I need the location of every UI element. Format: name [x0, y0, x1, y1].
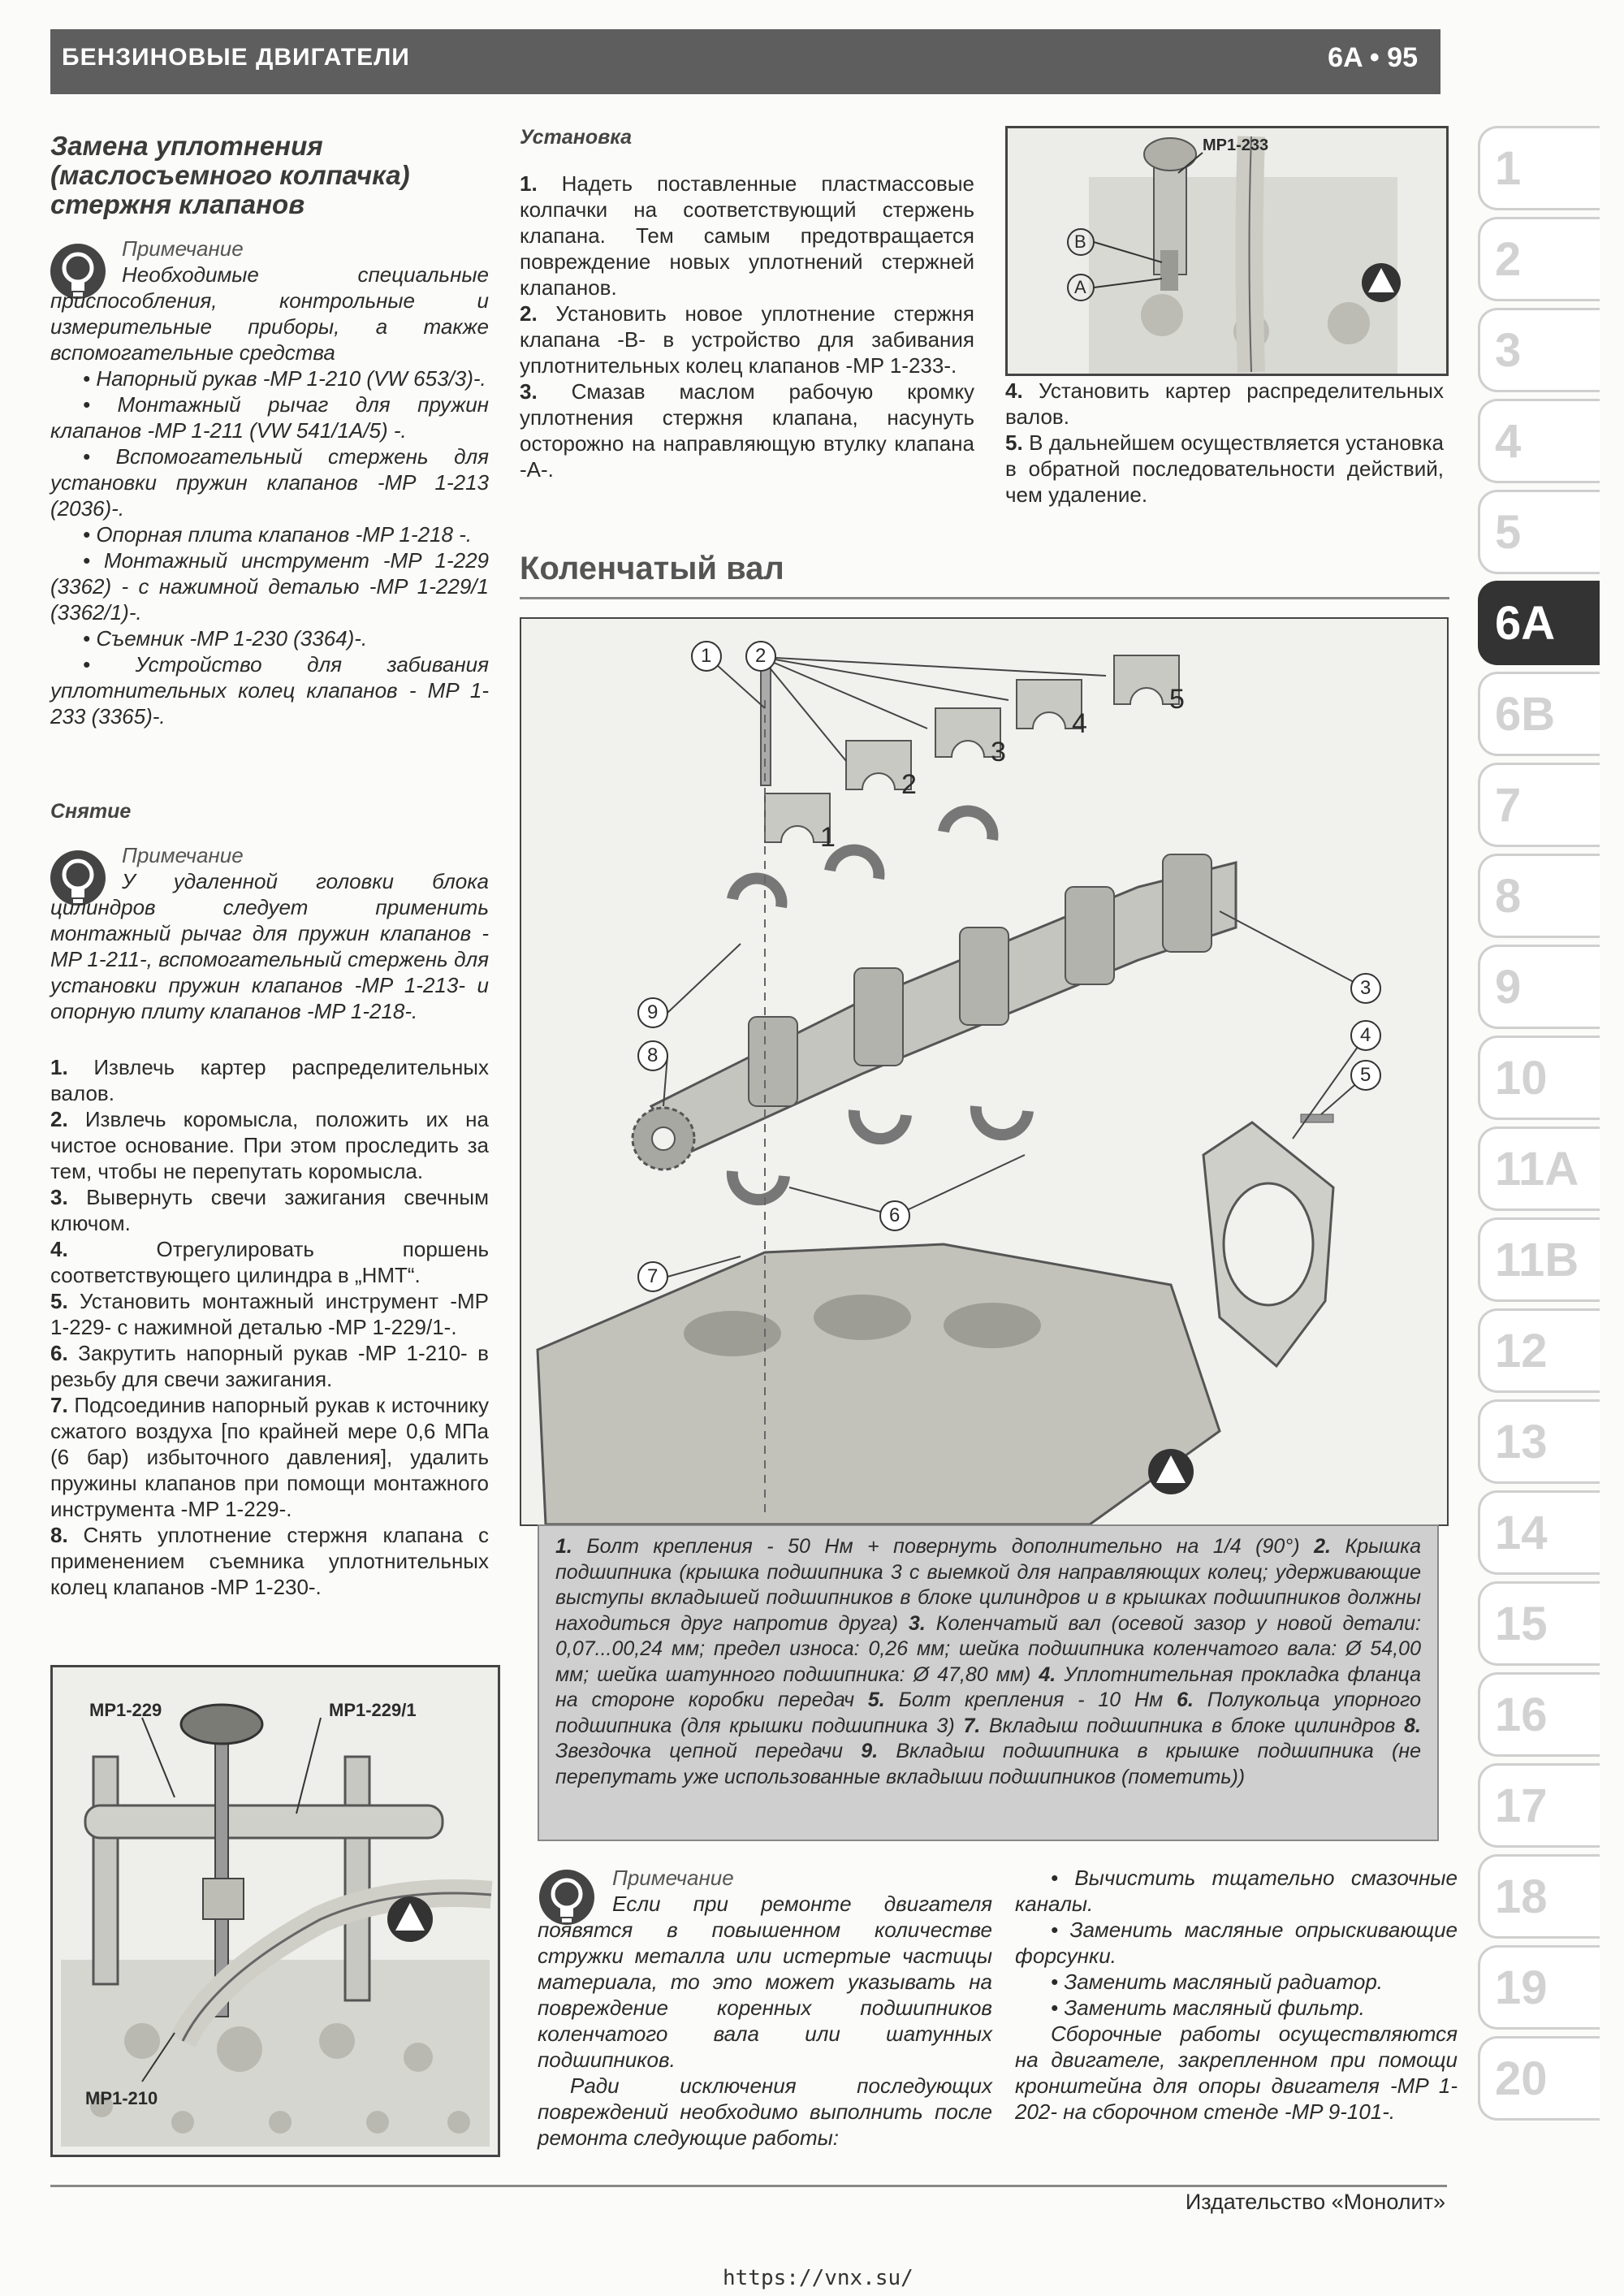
step-item: 5. Установить монтажный инструмент -MP 1-229- с нажимной деталью -MP 1-229/1-. — [50, 1289, 489, 1339]
tool-item: • Вспомогательный стержень для установки пружин клапанов -MP 1-213 (2036)-. — [50, 444, 489, 521]
page-header — [50, 29, 1440, 94]
step-item: 6. Закрутить напорный рукав -MP 1-210- в резьбу для свечи зажигания. — [50, 1341, 489, 1391]
tab-16[interactable]: 16 — [1478, 1672, 1600, 1757]
callout-9: 9 — [647, 1001, 659, 1023]
step-item: 2. Извлечь коромысла, положить их на чистое основание. При этом проследить за тем, чтобы не перепутать коромысла. — [50, 1107, 489, 1183]
removal-steps — [50, 1054, 489, 1600]
tab-6b[interactable]: 6B — [1478, 672, 1600, 756]
cap-number-1: 1 — [820, 822, 836, 853]
callout-5: 5 — [1360, 1064, 1371, 1086]
callout-7: 7 — [647, 1265, 659, 1287]
bottom-note-title: Примечание — [612, 1866, 734, 1890]
note2-title: Примечание — [122, 843, 244, 867]
tool-figure — [50, 1665, 500, 2157]
tab-1[interactable]: 1 — [1478, 126, 1600, 210]
seal-illustration — [1008, 128, 1446, 374]
step-item: 3. Смазав маслом рабочую кромку уплотнения стержня клапана, насунуть осторожно на направляющую втулку клапана -А-. — [520, 379, 974, 482]
tab-18[interactable]: 18 — [1478, 1854, 1600, 1939]
list-item: • Заменить масляный фильтр. — [1051, 1995, 1365, 2020]
step-item: 4. Отрегулировать поршень соответствующего цилиндра в „НМТ“. — [50, 1237, 489, 1287]
install-heading: Установка — [520, 126, 633, 149]
step-item: 1. Извлечь картер распределительных валов. — [50, 1055, 489, 1105]
list-item: • Заменить масляный радиатор. — [1051, 1970, 1384, 1994]
tab-17[interactable]: 17 — [1478, 1763, 1600, 1848]
tab-19[interactable]: 19 — [1478, 1945, 1600, 2030]
section-title: БЕНЗИНОВЫЕ ДВИГАТЕЛИ — [62, 44, 410, 71]
note2-text: У удаленной головки блока цилиндров следует применить монтажный рычаг для пружин клапанов -MP 1-211-, вспомогательный стержень для установки пружин клапанов -MP 1-213- и опорную плиту клапанов -MP 1-218-. — [50, 869, 489, 1023]
footer-rule — [50, 2185, 1447, 2187]
tab-15[interactable]: 15 — [1478, 1581, 1600, 1666]
list-item: • Вычистить тщательно смазочные каналы. — [1015, 1866, 1458, 1916]
tool-item: • Опорная плита клапанов -MP 1-218 -. — [83, 522, 473, 547]
step-item: 3. Вывернуть свечи зажигания свечным ключом. — [50, 1185, 489, 1235]
step-item: 1. Надеть поставленные пластмассовые колпачки на соответствующий стержень клапана. Тем самым предотвращается повреждение новых уплотнений стержней клапанов. — [520, 171, 974, 300]
assembly-text: Сборочные работы осуществляются на двигателе, закрепленном при помощи кронштейна для опоры двигателя -MP 1-202- на сборочном стенде -MP 9-101-. — [1015, 2021, 1458, 2124]
label-mp1-233: MP1-233 — [1203, 136, 1269, 154]
tab-11a[interactable]: 11A — [1478, 1126, 1600, 1211]
crankshaft-figure — [520, 617, 1449, 1526]
step-item: 5. В дальнейшем осуществляется установка в обратной последовательности действий, чем удаление. — [1005, 430, 1444, 507]
cap-number-5: 5 — [1169, 684, 1185, 715]
bottom-note-text2: Ради исключения последующих повреждений необходимо выполнить после ремонта следующие работы: — [538, 2073, 992, 2150]
callout-2: 2 — [755, 645, 767, 667]
callout-3: 3 — [1360, 977, 1371, 999]
callout-8: 8 — [647, 1044, 659, 1066]
list-item: • Заменить масляные опрыскивающие форсунки. — [1015, 1918, 1458, 1968]
note1 — [50, 236, 489, 729]
label-mp1-229-1: MP1-229/1 — [329, 1700, 417, 1720]
tool-item: • Съемник -MP 1-230 (3364)-. — [83, 626, 368, 651]
tab-2[interactable]: 2 — [1478, 217, 1600, 301]
tab-20[interactable]: 20 — [1478, 2036, 1600, 2121]
cap-number-2: 2 — [901, 769, 917, 800]
tab-8[interactable]: 8 — [1478, 854, 1600, 938]
install-steps — [520, 171, 974, 482]
tools-list — [50, 365, 489, 729]
callout-1: 1 — [701, 645, 712, 667]
publisher: Издательство «Монолит» — [1185, 2190, 1445, 2214]
callout-6: 6 — [889, 1204, 901, 1226]
tool-item: • Монтажный инструмент -MP 1-229 (3362) - с нажимной деталью -MP 1-229/1 (3362/1)-. — [50, 548, 489, 625]
note2 — [50, 842, 489, 1024]
crankshaft-exploded-view — [521, 619, 1447, 1524]
left-title: Замена уплотнения (маслосъемного колпачка) стержня клапанов — [50, 131, 410, 219]
label-mp1-210: MP1-210 — [85, 2088, 158, 2108]
tab-3[interactable]: 3 — [1478, 308, 1600, 392]
tool-illustration — [53, 1667, 498, 2155]
cap-number-4: 4 — [1072, 708, 1087, 739]
tab-14[interactable]: 14 — [1478, 1490, 1600, 1575]
tool-item: • Напорный рукав -MP 1-210 (VW 653/3)-. — [83, 366, 486, 391]
note1-text: Необходимые специальные приспособления, контрольные и измерительные приборы, а также вспомогательные средства — [50, 262, 489, 365]
label-mp1-229: MP1-229 — [89, 1700, 162, 1720]
tool-item: • Устройство для забивания уплотнительных колец клапанов - MP 1-233 (3365)-. — [50, 652, 489, 729]
bottom-right-list — [1015, 1865, 1458, 2125]
tab-4[interactable]: 4 — [1478, 399, 1600, 483]
tab-9[interactable]: 9 — [1478, 945, 1600, 1029]
note1-title: Примечание — [122, 236, 244, 261]
tab-11b[interactable]: 11B — [1478, 1217, 1600, 1302]
step-item: 7. Подсоединив напорный рукав к источнику сжатого воздуха [по крайней мере 0,6 МПа (6 бар) избыточного давления], удалить пружины клапанов при помощи монтажного инструмента -MP 1-229-. — [50, 1393, 489, 1521]
bottom-note — [538, 1865, 992, 2151]
step-item: 2. Установить новое уплотнение стержня клапана -В- в устройство для забивания уплотнительных колец клапанов -MP 1-233-. — [520, 301, 974, 378]
tab-13[interactable]: 13 — [1478, 1399, 1600, 1484]
page-number: 6A • 95 — [1328, 42, 1418, 73]
label-a: A — [1074, 277, 1086, 297]
heading-rule — [520, 597, 1449, 599]
seal-figure — [1005, 126, 1449, 376]
label-b: B — [1074, 231, 1086, 252]
crankshaft-heading: Коленчатый вал — [520, 551, 784, 586]
install-steps-cont — [1005, 378, 1444, 508]
source-url[interactable]: https://vnx.su/ — [723, 2266, 914, 2290]
callout-4: 4 — [1360, 1024, 1371, 1046]
figure-caption: 1. Болт крепления - 50 Нм + повернуть дополнительно на 1/4 (90°) 2. Крышка подшипника (крышка подшипника 3 с выемкой для направляющих колец; удерживающие выступы вкладышей подшипников в блоке цилиндров и в крышках подшипников должны находиться друг напротив друга) 3. Коленчатый вал (осевой зазор у новой детали: 0,07...00,24 мм; предел износа: 0,26 мм; шейка подшипника коленчатого вала: Ø 54,00 мм; шейка шатунного подшипника: Ø 47,80 мм) 4. Уплотнительная прокладка фланца на стороне коробки передач 5. Болт крепления - 10 Нм 6. Полукольца упорного подшипника (для крышки подшипника 3) 7. Вкладыш подшипника в блоке цилиндров 8. Звездочка цепной передачи 9. Вкладыш подшипника в крышке подшипника (не перепутать уже использованные вкладыши подшипников (пометить)) — [538, 1524, 1439, 1841]
tab-10[interactable]: 10 — [1478, 1036, 1600, 1120]
step-item: 8. Снять уплотнение стержня клапана с применением съемника уплотнительных колец клапанов -MP 1-230-. — [50, 1523, 489, 1599]
step-item: 4. Установить картер распределительных валов. — [1005, 378, 1444, 429]
tab-5[interactable]: 5 — [1478, 490, 1600, 574]
tab-6a[interactable]: 6A — [1478, 581, 1600, 665]
removal-heading: Снятие — [50, 800, 132, 823]
cap-number-3: 3 — [991, 737, 1006, 767]
tab-7[interactable]: 7 — [1478, 763, 1600, 847]
tool-item: • Монтажный рычаг для пружин клапанов -MP 1-211 (VW 541/1A/5) -. — [50, 392, 489, 443]
tab-12[interactable]: 12 — [1478, 1308, 1600, 1393]
bottom-note-text1: Если при ремонте двигателя появятся в повышенном количестве стружки металла или истертые частицы материала, то это может указывать на повреждение коренных подшипников коленчатого вала или шатунных подшипников. — [538, 1892, 992, 2072]
